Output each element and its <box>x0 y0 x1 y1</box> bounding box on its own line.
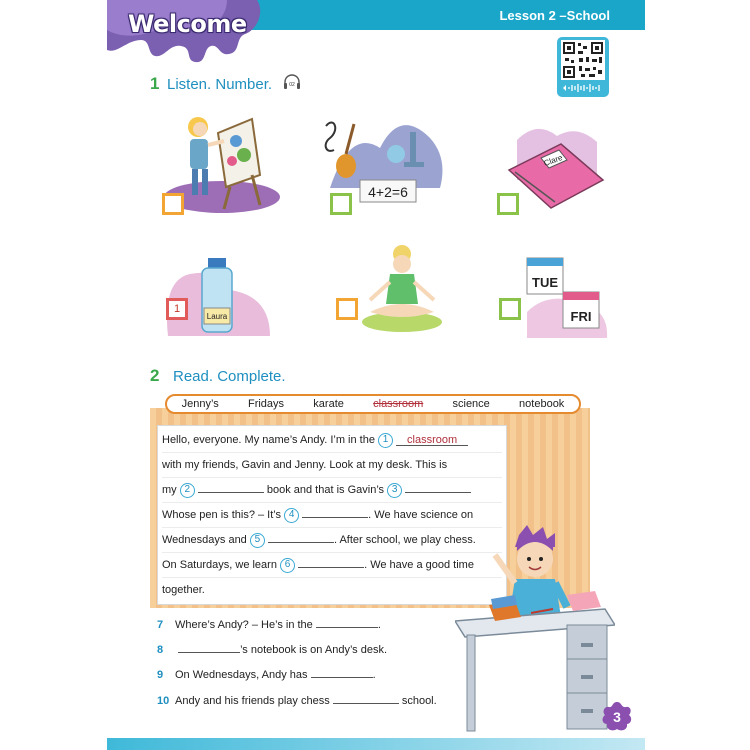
passage-text: . We have science on <box>368 509 474 521</box>
passage-text: book and that is Gavin’s <box>266 484 385 496</box>
passage-text: Whose pen is this? – It’s <box>162 509 282 521</box>
footer-bar <box>107 738 645 750</box>
passage-line <box>162 578 502 603</box>
question-9-blank[interactable] <box>311 667 373 678</box>
section-1-title: Listen. Number. <box>167 76 273 93</box>
notebook-name-label: Clare <box>542 152 564 168</box>
question-number: 9 <box>157 669 164 681</box>
question-text: Andy and his friends play chess <box>175 695 330 707</box>
passage-line <box>162 528 502 553</box>
passage-line <box>162 453 502 478</box>
answer-box-5[interactable] <box>336 298 358 320</box>
passage-text: Hello, everyone. My name’s Andy. I’m in the <box>162 434 375 446</box>
answer-blank-3[interactable] <box>405 482 471 493</box>
word-bank-item: karate <box>313 398 344 410</box>
passage-text: together. <box>162 584 205 596</box>
page-number: 3 <box>613 709 621 725</box>
word-bank-item: Jenny’s <box>181 398 219 410</box>
question-10-blank[interactable] <box>333 693 399 704</box>
girl-yoga-picture <box>330 242 450 337</box>
question-number: 7 <box>157 619 164 631</box>
passage-line <box>162 478 502 503</box>
question-number: 8 <box>157 644 164 656</box>
answer-blank-5[interactable] <box>268 532 334 543</box>
word-bank-item-used: classroom <box>373 398 424 410</box>
word-bank-item: Fridays <box>247 398 285 410</box>
blank-number: 3 <box>387 483 402 498</box>
passage-line <box>162 428 502 453</box>
calendar-tue-label: TUE <box>532 275 558 290</box>
question-number: 10 <box>157 695 170 707</box>
audio-track-number: 02 <box>289 82 295 88</box>
passage-text: with my friends, Gavin and Jenny. Look at my desk. This is <box>162 459 448 471</box>
boy-at-desk-picture <box>455 525 615 735</box>
headphones-icon[interactable] <box>283 74 301 90</box>
question-text: . <box>377 619 381 631</box>
section-2-title: Read. Complete. <box>173 368 286 385</box>
blank-number: 2 <box>180 483 195 498</box>
question-text: school. <box>401 695 437 707</box>
qr-pattern <box>561 40 605 80</box>
question-10 <box>157 693 437 707</box>
answer-blank-2[interactable] <box>198 482 264 493</box>
blank-number: 5 <box>250 533 265 548</box>
section-2-number: 2 <box>150 366 160 385</box>
answer-box-3[interactable] <box>497 193 519 215</box>
passage-line <box>162 503 502 528</box>
question-text: . <box>372 669 376 681</box>
passage-text: Wednesdays and <box>162 534 247 546</box>
question-7-blank[interactable] <box>316 617 378 628</box>
answer-box-1[interactable] <box>162 193 184 215</box>
calendars-picture <box>497 252 612 342</box>
word-bank <box>165 394 581 414</box>
word-bank-item: notebook <box>519 398 565 410</box>
page-title: Welcome <box>128 10 247 38</box>
passage-text: my <box>162 484 177 496</box>
passage-text: . We have a good time <box>364 559 474 571</box>
math-equation: 4+2=6 <box>368 184 408 200</box>
answer-box-4[interactable]: 1 <box>166 298 188 320</box>
blank-number: 4 <box>284 508 299 523</box>
word-bank-item: science <box>452 398 490 410</box>
bottle-name-label: Laura <box>206 312 228 321</box>
answer-blank-1[interactable]: classroom <box>396 435 468 446</box>
section-1-number: 1 <box>150 74 160 93</box>
water-bottle-picture <box>160 250 275 340</box>
question-8-blank[interactable] <box>178 642 240 653</box>
answer-box-2[interactable] <box>330 193 352 215</box>
question-9 <box>157 667 376 681</box>
blank-number: 1 <box>378 433 393 448</box>
qr-code[interactable] <box>557 37 609 97</box>
lesson-label: Lesson 2 –School <box>499 8 610 23</box>
question-text: On Wednesdays, Andy has <box>175 669 308 681</box>
audio-wave-icon <box>563 83 603 93</box>
answer-blank-6[interactable] <box>298 557 364 568</box>
page-number-badge <box>600 700 634 734</box>
question-text: Where’s Andy? – He’s in the <box>175 619 313 631</box>
question-text: ’s notebook is on Andy’s desk. <box>240 644 388 656</box>
passage-text: . After school, we play chess. <box>333 534 476 546</box>
question-8 <box>157 642 387 656</box>
blank-number: 6 <box>280 558 295 573</box>
question-7 <box>157 617 381 631</box>
passage-text: On Saturdays, we learn <box>162 559 277 571</box>
answer-box-6[interactable] <box>499 298 521 320</box>
passage-line <box>162 553 502 578</box>
calendar-fri-label: FRI <box>570 309 592 324</box>
answer-blank-4[interactable] <box>302 507 368 518</box>
